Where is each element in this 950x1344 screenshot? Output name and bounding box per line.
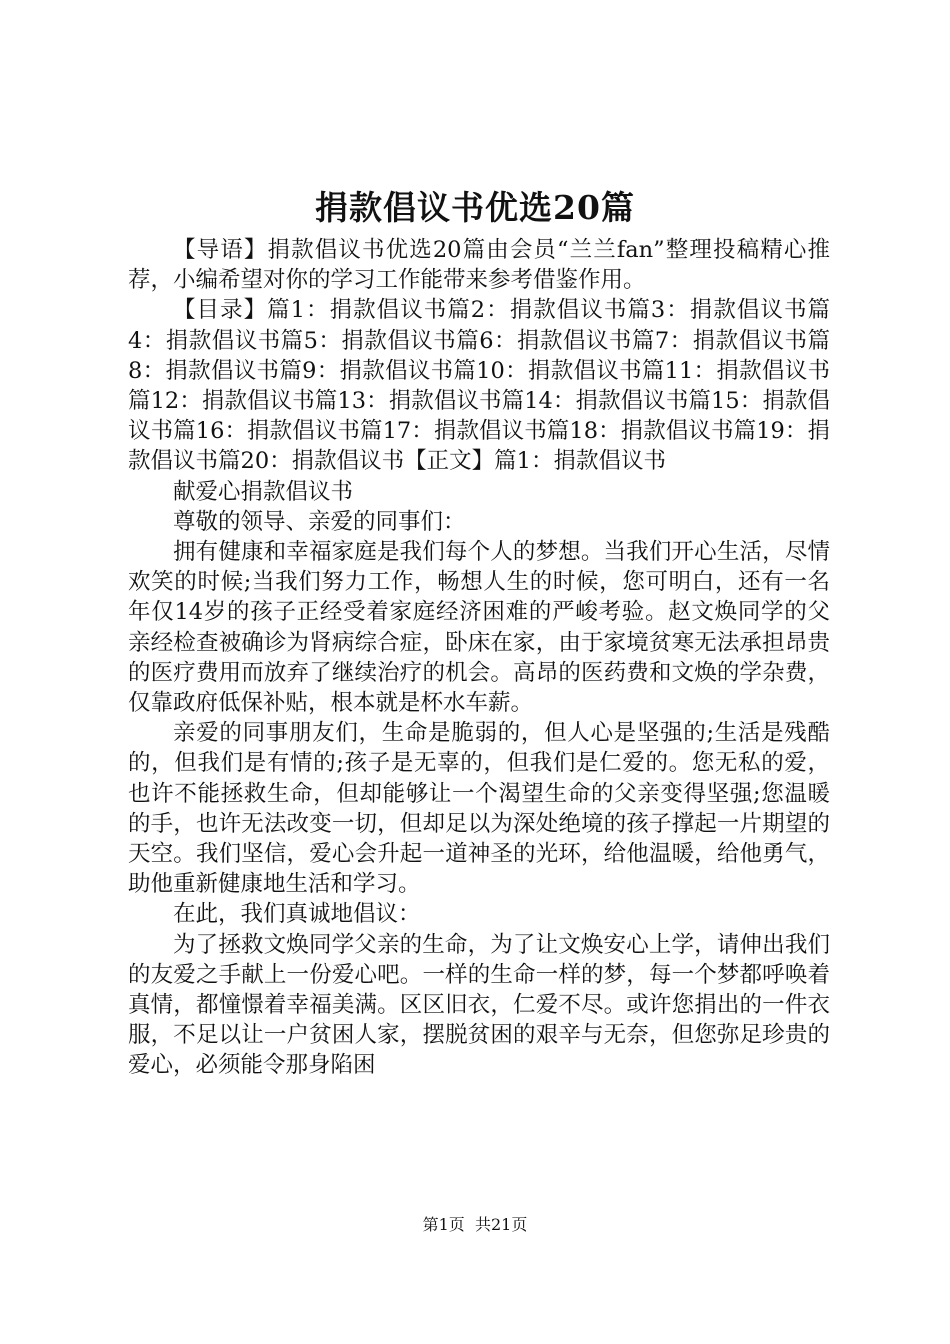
document-body [128, 235, 830, 1081]
body-paragraph: 在此，我们真诚地倡议： [173, 901, 421, 928]
body-paragraph: 为了拯救文焕同学父亲的生命，为了让文焕安心上学，请伸出我们的友爱之手献上一份爱心吧。一样的生命一样的梦，每一个梦都呼唤着真情，都憧憬着幸福美满。区区旧衣，仁爱不尽。或许您捐出的一件衣服，不足以让一户贫困人家，摆脱贫困的艰辛与无奈，但您弥足珍贵的爱心，必须能令那身陷困 [128, 931, 830, 1079]
body-paragraph: 亲爱的同事朋友们，生命是脆弱的，但人心是坚强的;生活是残酷的，但我们是有情的;孩子是无辜的，但我们是仁爱的。您无私的爱，也许不能拯救生命，但却能够让一个渴望生命的父亲变得坚强;您温暖的手，也许无法改变一切，但却足以为深处绝境的孩子撑起一片期望的天空。我们坚信，爱心会升起一道神圣的光环，给他温暖，给他勇气，助他重新健康地生活和学习。 [128, 720, 830, 898]
page-total: 共21页 [474, 1215, 528, 1234]
section-heading: 献爱心捐款倡议书 [173, 478, 354, 505]
page-number: 第1页 [422, 1215, 465, 1234]
intro-paragraph: 【导语】捐款倡议书优选20篇由会员“兰兰fan”整理投稿精心推荐，小编希望对你的学习工作能带来参考借鉴作用。 [128, 237, 830, 294]
page-footer [0, 1213, 950, 1237]
salutation: 尊敬的领导、亲爱的同事们： [173, 508, 466, 535]
body-paragraph: 拥有健康和幸福家庭是我们每个人的梦想。当我们开心生活，尽情欢笑的时候;当我们努力工作，畅想人生的时候，您可明白，还有一名年仅14岁的孩子正经受着家庭经济困难的严峻考验。赵文焕同学的父亲经检查被确诊为肾病综合症，卧床在家，由于家境贫寒无法承担昂贵的医疗费用而放弃了继续治疗的机会。高昂的医药费和文焕的学杂费，仅靠政府低保补贴，根本就是杯水车薪。 [128, 539, 830, 717]
table-of-contents-paragraph: 【目录】篇1：捐款倡议书篇2：捐款倡议书篇3：捐款倡议书篇4：捐款倡议书篇5：捐款倡议书篇6：捐款倡议书篇7：捐款倡议书篇8：捐款倡议书篇9：捐款倡议书篇10：捐款倡议书篇11：捐款倡议书篇12：捐款倡议书篇13：捐款倡议书篇14：捐款倡议书篇15：捐款倡议书篇16：捐款倡议书篇17：捐款倡议书篇18：捐款倡议书篇19：捐款倡议书篇20：捐款倡议书【正文】篇1：捐款倡议书 [128, 297, 830, 475]
document-title: 捐款倡议书优选20篇 [315, 188, 635, 227]
